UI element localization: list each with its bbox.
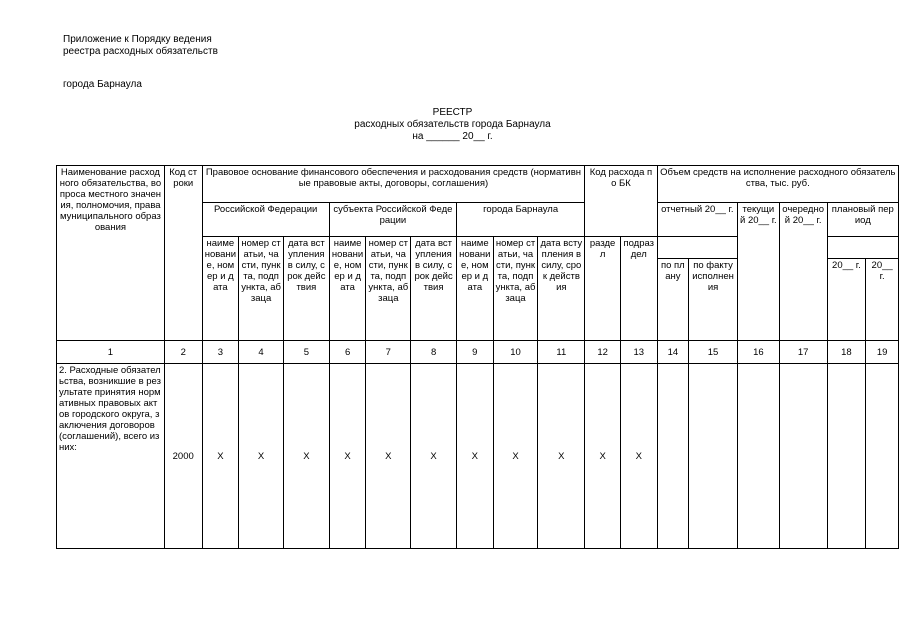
row-empty-cell bbox=[866, 364, 899, 549]
title-line-3: на ______ 20__ г. bbox=[412, 131, 493, 142]
col-number: 2 bbox=[164, 341, 202, 364]
header-next-year: очередной 20__ г. bbox=[779, 203, 827, 341]
header-planned-empty bbox=[827, 237, 898, 259]
row-name: 2. Расходные обязательства, возникшие в результате принятия нормативных правовых актов городского округа, заключения договоров (соглашений), всего из них: bbox=[57, 364, 165, 549]
row-mark: X bbox=[411, 364, 457, 549]
row-mark: X bbox=[329, 364, 366, 549]
row-empty-cell bbox=[737, 364, 779, 549]
row-empty-cell bbox=[657, 364, 689, 549]
header-volume: Объем средств на исполнение расходного обязательства, тыс. руб. bbox=[657, 166, 898, 203]
header-fact: по факту исполнения bbox=[689, 259, 738, 341]
header-nomer-city: номер статьи, части, пункта, подпункта, абзаца bbox=[493, 237, 538, 341]
row-empty-cell bbox=[779, 364, 827, 549]
header-code-row: Код строки bbox=[164, 166, 202, 341]
row-mark: X bbox=[620, 364, 657, 549]
row-empty-cell bbox=[689, 364, 738, 549]
row-mark: X bbox=[366, 364, 411, 549]
col-number: 4 bbox=[239, 341, 284, 364]
row-mark: X bbox=[239, 364, 284, 549]
header-city: города Барнаула bbox=[456, 203, 584, 237]
header-plan: по плану bbox=[657, 259, 689, 341]
col-number: 1 bbox=[57, 341, 165, 364]
col-number: 18 bbox=[827, 341, 866, 364]
row-mark: X bbox=[456, 364, 493, 549]
col-number: 5 bbox=[283, 341, 329, 364]
header-bk-code: Код расхода по БК bbox=[585, 166, 657, 237]
header-reporting-year: отчетный 20__ г. bbox=[657, 203, 737, 237]
header-name: Наименование расходного обязательства, вопроса местного значения, полномочия, права муниципального образования bbox=[57, 166, 165, 341]
header-data-city: дата вступления в силу, срок действия bbox=[538, 237, 585, 341]
header-podrazdel: подраздел bbox=[620, 237, 657, 341]
col-number: 16 bbox=[737, 341, 779, 364]
header-data-rf: дата вступления в силу, срок действия bbox=[283, 237, 329, 341]
header-rf: Российской Федерации bbox=[202, 203, 329, 237]
col-number: 9 bbox=[456, 341, 493, 364]
col-number: 8 bbox=[411, 341, 457, 364]
row-mark: X bbox=[585, 364, 621, 549]
col-number: 6 bbox=[329, 341, 366, 364]
title-line-2: расходных обязательств города Барнаула bbox=[354, 119, 551, 130]
row-mark: X bbox=[202, 364, 239, 549]
header-razdel: раздел bbox=[585, 237, 621, 341]
header-line-3: города Барнаула bbox=[63, 79, 142, 90]
title-line-1: РЕЕСТР bbox=[432, 107, 473, 118]
row-mark: X bbox=[538, 364, 585, 549]
header-data-subject: дата вступления в силу, срок действия bbox=[411, 237, 457, 341]
col-number: 3 bbox=[202, 341, 239, 364]
header-year-1: 20__ г. bbox=[827, 259, 866, 341]
col-number: 13 bbox=[620, 341, 657, 364]
header-naim-rf: наименование, номер и дата bbox=[202, 237, 239, 341]
header-nomer-rf: номер статьи, части, пункта, подпункта, абзаца bbox=[239, 237, 284, 341]
col-number: 11 bbox=[538, 341, 585, 364]
header-year-2: 20__ г. bbox=[866, 259, 899, 341]
table-row bbox=[57, 364, 899, 549]
col-number: 7 bbox=[366, 341, 411, 364]
col-number: 12 bbox=[585, 341, 621, 364]
header-planned-period: плановый период bbox=[827, 203, 898, 237]
col-number: 10 bbox=[493, 341, 538, 364]
row-empty-cell bbox=[827, 364, 866, 549]
row-code: 2000 bbox=[164, 364, 202, 549]
col-number: 15 bbox=[689, 341, 738, 364]
header-legal-basis: Правовое основание финансового обеспечения и расходования средств (нормативные правовые акты, договоры, соглашения) bbox=[202, 166, 585, 203]
col-number: 14 bbox=[657, 341, 689, 364]
header-reporting-empty bbox=[657, 237, 737, 259]
row-mark: X bbox=[493, 364, 538, 549]
col-number: 17 bbox=[779, 341, 827, 364]
registry-table bbox=[56, 165, 899, 549]
column-numbers-row bbox=[57, 341, 899, 364]
header-line-2: реестра расходных обязательств bbox=[63, 46, 218, 57]
header-line-1: Приложение к Порядку ведения bbox=[63, 34, 212, 45]
document-title bbox=[0, 107, 905, 143]
header-nomer-subject: номер статьи, части, пункта, подпункта, абзаца bbox=[366, 237, 411, 341]
header-current-year: текущий 20__ г. bbox=[737, 203, 779, 341]
header-naim-subject: наименование, номер и дата bbox=[329, 237, 366, 341]
col-number: 19 bbox=[866, 341, 899, 364]
header-naim-city: наименование, номер и дата bbox=[456, 237, 493, 341]
row-mark: X bbox=[283, 364, 329, 549]
header-subject-rf: субъекта Российской Федерации bbox=[329, 203, 456, 237]
